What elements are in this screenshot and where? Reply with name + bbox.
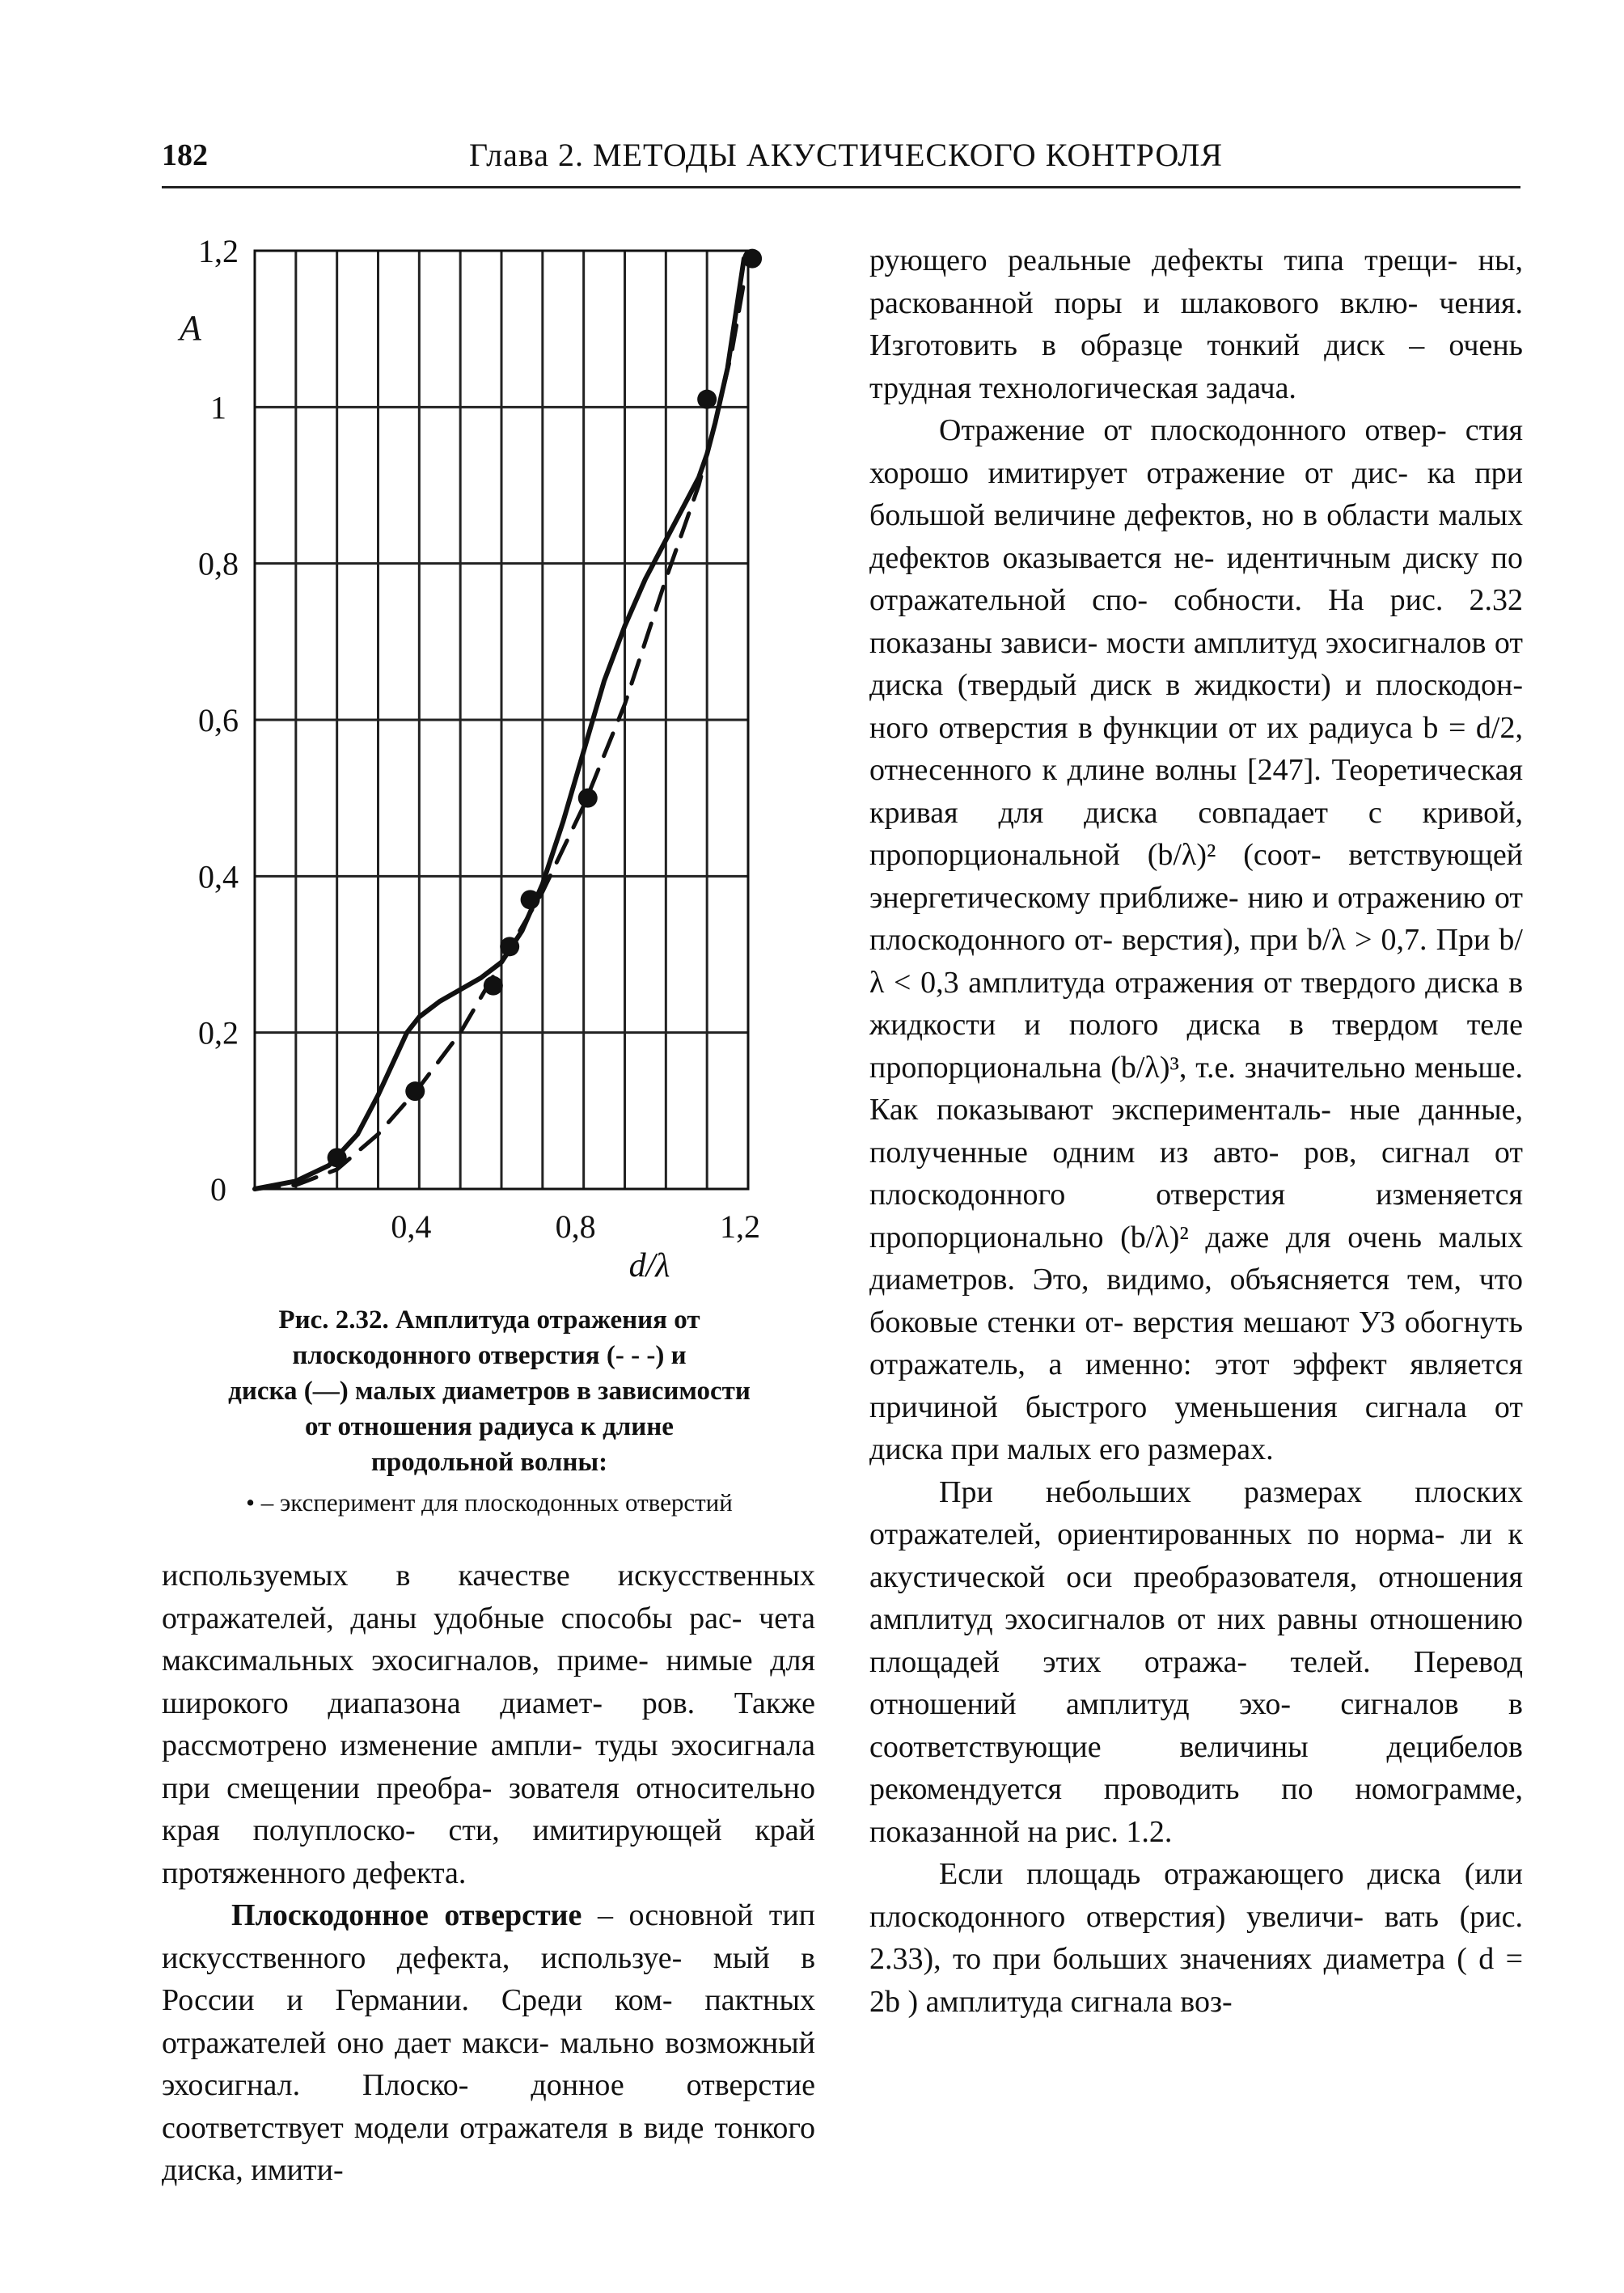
text-line: равны отношению площадей этих отража- [869, 1602, 1523, 1679]
text-line: отражателей, ориентированных по норма- [869, 1517, 1445, 1551]
caption-line: диска (—) малых диаметров в зависимости [228, 1377, 751, 1406]
text-line: ли к акустической оси преобразователя, [869, 1517, 1524, 1594]
text-line: при малых его размерах. [950, 1432, 1274, 1466]
text-line: (или плоскодонного отверстия) увеличи- [869, 1857, 1524, 1934]
text-line: с кривой, пропорциональной (b/λ)² (соот- [869, 795, 1523, 872]
experiment-point [484, 976, 503, 996]
text-line: вать (рис. 2.33), то при больших значениях [869, 1899, 1523, 1976]
right-text-column [869, 239, 1523, 2023]
paragraph [869, 239, 1523, 409]
figure-legend: • – эксперимент для плоскодонных отверстий [246, 1488, 733, 1517]
text-line: – основной [597, 1898, 754, 1932]
paragraph [869, 1853, 1523, 2023]
text-line: тип искусственного дефекта, используе- [162, 1898, 816, 1975]
x-tick-label: 1,2 [720, 1208, 760, 1245]
experiment-point [742, 249, 762, 269]
text-line: Отражение от плоскодонного отвер- [939, 413, 1447, 447]
experiment-point [578, 789, 598, 808]
text-line: отношения амплитуд эхосигналов от них [869, 1559, 1523, 1636]
text-line: для очень малых диаметров. Это, видимо, [869, 1220, 1524, 1297]
caption-line: от отношения радиуса к длине [305, 1412, 674, 1441]
text-line: ные данные, полученные одним из авто- [869, 1093, 1523, 1170]
text-line: мально возможный эхосигнал. Плоско- [162, 2025, 815, 2102]
y-axis-label: A [180, 308, 201, 348]
text-line: ветствующей энергетическому приближе- [869, 838, 1524, 915]
text-line: номограмме, показанной на рис. 1.2. [869, 1772, 1524, 1849]
x-tick-label: 0,8 [555, 1208, 596, 1245]
page-header [162, 129, 1520, 188]
text-line: используемых в качестве искусственных [162, 1559, 815, 1593]
text-line: отражателей, даны удобные способы рас- [162, 1601, 742, 1635]
text-line: донное отверстие соответствует модели [162, 2068, 816, 2145]
text-line: ка при большой величине дефектов, но в [869, 455, 1523, 532]
y-tick-label: 1,2 [198, 233, 239, 269]
figure-2-32 [162, 226, 817, 1517]
paragraph [869, 1471, 1523, 1854]
text-line: жидкости и полого диска в твердом теле [869, 1008, 1523, 1042]
text-line: нию и отражению от плоскодонного от- [869, 880, 1523, 957]
text-line: При небольших размерах плоских [939, 1474, 1523, 1509]
text-line: чета максимальных эхосигналов, приме- [162, 1601, 815, 1677]
y-tick-label: 0,2 [198, 1014, 239, 1051]
caption-line: Рис. 2.32. Амплитуда отражения от [278, 1305, 700, 1335]
paragraph [162, 1555, 815, 1894]
left-text-column [162, 1555, 815, 2192]
text-line: зователя относительно края полуплоско- [162, 1771, 815, 1847]
y-tick-label: 0,4 [198, 858, 239, 895]
text-line: ров. Также рассмотрено изменение ампли- [162, 1686, 815, 1762]
text-line: Теоретическая кривая для диска совпадает [869, 753, 1523, 830]
text-line: b = d/2, отнесенного к длине волны [247]. [869, 710, 1523, 787]
text-line: изменяется пропорционально (b/λ)² даже [869, 1178, 1523, 1254]
text-line: пактных отражателей оно дает макси- [162, 1983, 815, 2060]
text-line: туды эхосигнала при смещении преобра- [162, 1728, 815, 1805]
text-line: телей. Перевод отношений амплитуд эхо- [869, 1644, 1524, 1721]
text-line: собности. На рис. 2.32 показаны зависи- [869, 583, 1523, 660]
text-line: быстрого уменьшения сигнала от диска [869, 1390, 1524, 1466]
y-tick-label: 1 [210, 389, 226, 426]
bold-term: Плоскодонное отверстие [231, 1898, 582, 1932]
text-line: мый в России и Германии. Среди ком- [162, 1940, 816, 2017]
text-line: нимые для широкого диапазона диамет- [162, 1644, 815, 1720]
text-line: области малых дефектов оказывается не- [869, 498, 1524, 575]
text-line: Если площадь отражающего диска [939, 1857, 1441, 1891]
y-tick-label: 0 [210, 1171, 226, 1208]
experiment-point [500, 937, 519, 956]
text-line: дефекта. [353, 1855, 467, 1890]
caption-line: продольной волны: [370, 1448, 608, 1477]
experiment-point [328, 1148, 347, 1167]
text-line: ного отверстия в функции от их радиуса [869, 710, 1413, 745]
y-tick-label: 0,8 [198, 545, 239, 582]
text-line: чения. Изготовить в образце тонкий диск – [869, 286, 1524, 362]
text-line: верстия), при b/λ > 0,7. При b/λ < 0,3 [869, 923, 1523, 1000]
paragraph [869, 409, 1523, 1471]
text-line: отражателя в виде тонкого диска, имити- [162, 2110, 815, 2187]
hole-curve-dashed [255, 282, 744, 1189]
experiment-point [521, 890, 540, 909]
text-line: меньше. Как показывают эксперименталь- [869, 1050, 1523, 1127]
text-line: верстия мешают УЗ обогнуть отражатель, [869, 1305, 1523, 1381]
figure-caption [162, 1302, 817, 1480]
text-line: диаметра ( d = 2b ) амплитуда сигнала воз- [869, 1942, 1523, 2019]
text-line: сигналов в соответствующие величины [869, 1687, 1523, 1764]
text-line: очень трудная технологическая задача. [869, 328, 1524, 405]
text-line: рующего реальные дефекты типа трещи- [869, 243, 1458, 277]
x-tick-label: 0,4 [391, 1208, 432, 1245]
text-line: ров, сигнал от плоскодонного отверстия [869, 1135, 1523, 1212]
text-line: идентичным диску по отражательной спо- [869, 540, 1523, 617]
caption-line: плоскодонного отверстия (- - -) и [292, 1341, 687, 1370]
page-number: 182 [162, 138, 208, 172]
experiment-point [697, 390, 717, 409]
x-axis-label: d/λ [628, 1247, 670, 1284]
amplitude-chart [162, 226, 817, 1294]
disk-curve-solid [255, 259, 744, 1189]
experiment-point [405, 1081, 425, 1101]
text-line: амплитуда отражения от твердого диска в [968, 965, 1524, 1000]
text-line: мости амплитуд эхосигналов от диска [869, 625, 1523, 702]
paragraph [162, 1894, 815, 2192]
text-line: стия хорошо имитирует отражение от дис- [869, 413, 1524, 490]
text-line: децибелов рекомендуется проводить по [869, 1729, 1523, 1806]
text-line: пропорциональна (b/λ)³, т.е. значительно [869, 1050, 1406, 1085]
text-line: сти, имитирующей край протяженного [162, 1813, 816, 1890]
text-line: (твердый диск в жидкости) и плоскодон- [957, 668, 1524, 702]
running-title: Глава 2. МЕТОДЫ АКУСТИЧЕСКОГО КОНТРОЛЯ [469, 137, 1224, 173]
text-line: а именно: этот эффект является причиной [869, 1347, 1523, 1424]
text-line: ны, раскованной поры и шлакового вклю- [869, 243, 1524, 320]
y-tick-label: 0,6 [198, 702, 239, 738]
text-line: объясняется тем, что боковые стенки от- [869, 1263, 1524, 1339]
